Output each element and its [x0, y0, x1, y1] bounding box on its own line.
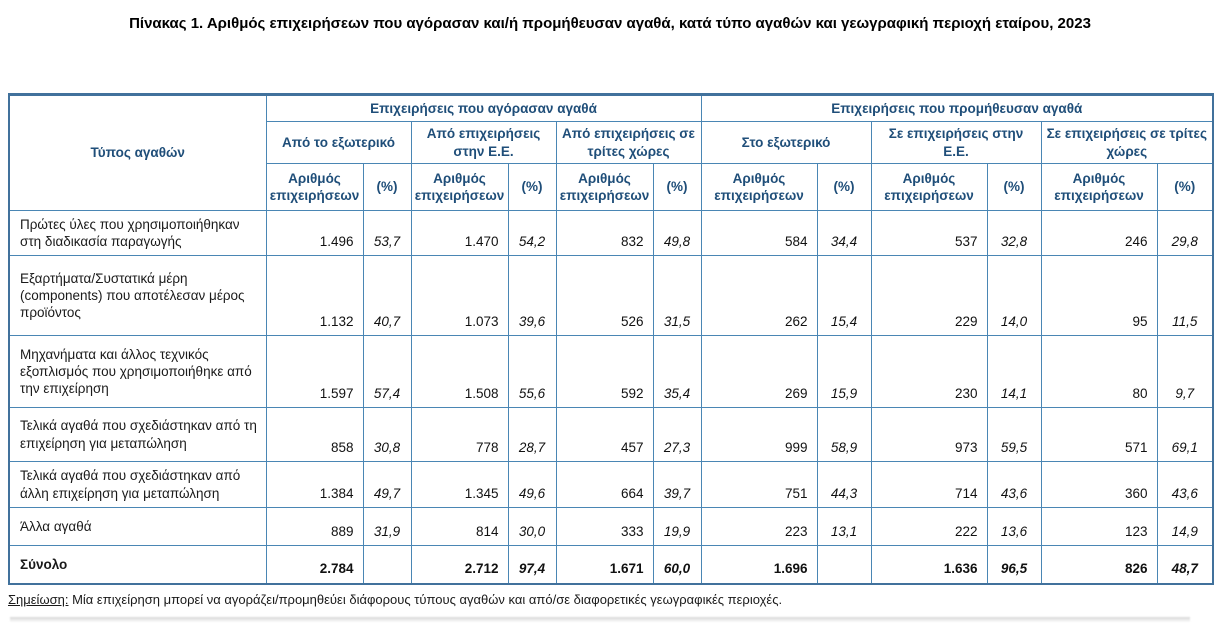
count-cell: 2.784 [266, 546, 363, 584]
count-cell: 832 [556, 211, 653, 256]
count-cell: 1.496 [266, 211, 363, 256]
count-header: Αριθμός επιχειρήσεων [1041, 164, 1157, 211]
pct-cell: 19,9 [653, 508, 701, 546]
pct-cell: 44,3 [817, 462, 871, 508]
count-cell: 230 [871, 336, 987, 408]
count-cell: 223 [701, 508, 817, 546]
pct-cell: 48,7 [1157, 546, 1213, 584]
count-cell: 778 [411, 408, 508, 462]
header-group-row [9, 95, 1213, 122]
group-header-supplied: Επιχειρήσεις που προμήθευσαν αγαθά [701, 95, 1213, 122]
region-header-abroad-buy: Από το εξωτερικό [266, 122, 411, 164]
pct-cell: 31,9 [363, 508, 411, 546]
region-header-thirdcountries-buy: Από επιχειρήσεις σε τρίτες χώρες [556, 122, 701, 164]
count-header: Αριθμός επιχειρήσεων [266, 164, 363, 211]
count-header: Αριθμός επιχειρήσεων [701, 164, 817, 211]
pct-cell: 49,7 [363, 462, 411, 508]
pct-cell: 13,1 [817, 508, 871, 546]
count-header: Αριθμός επιχειρήσεων [871, 164, 987, 211]
count-cell: 1.508 [411, 336, 508, 408]
table-row [9, 508, 1213, 546]
count-cell: 1.597 [266, 336, 363, 408]
table-row [9, 211, 1213, 256]
pct-header: (%) [1157, 164, 1213, 211]
pct-header: (%) [363, 164, 411, 211]
pct-cell: 39,6 [508, 256, 556, 336]
count-cell: 457 [556, 408, 653, 462]
pct-cell: 55,6 [508, 336, 556, 408]
row-label: Μηχανήματα και άλλος τεχνικός εξοπλισμός που χρησιμοποιήθηκε από την επιχείρηση [9, 336, 266, 408]
count-cell: 1.696 [701, 546, 817, 584]
count-cell: 664 [556, 462, 653, 508]
count-cell: 123 [1041, 508, 1157, 546]
count-cell: 80 [1041, 336, 1157, 408]
group-header-purchased: Επιχειρήσεις που αγόρασαν αγαθά [266, 95, 701, 122]
pct-cell: 13,6 [987, 508, 1041, 546]
row-label: Πρώτες ύλες που χρησιμοποιήθηκαν στη διαδικασία παραγωγής [9, 211, 266, 256]
total-row-label: Σύνολο [9, 546, 266, 584]
pct-cell: 60,0 [653, 546, 701, 584]
footnote-text: Μία επιχείρηση μπορεί να αγοράζει/προμηθεύει διάφορους τύπους αγαθών και από/σε διαφορετικές γεωγραφικές περιοχές. [68, 592, 783, 607]
pct-cell: 43,6 [987, 462, 1041, 508]
cutoff-text-remnant [10, 617, 1190, 622]
region-header-eu-buy: Από επιχειρήσεις στην Ε.Ε. [411, 122, 556, 164]
count-cell: 592 [556, 336, 653, 408]
pct-header: (%) [653, 164, 701, 211]
footnote [8, 592, 782, 607]
pct-cell: 31,5 [653, 256, 701, 336]
pct-cell: 40,7 [363, 256, 411, 336]
count-cell: 333 [556, 508, 653, 546]
count-cell: 360 [1041, 462, 1157, 508]
count-cell: 584 [701, 211, 817, 256]
count-cell: 269 [701, 336, 817, 408]
count-cell: 858 [266, 408, 363, 462]
row-label: Εξαρτήματα/Συστατικά μέρη (components) που αποτέλεσαν μέρος προϊόντος [9, 256, 266, 336]
footnote-label: Σημείωση: [8, 592, 69, 607]
count-cell: 537 [871, 211, 987, 256]
pct-header: (%) [817, 164, 871, 211]
total-row [9, 546, 1213, 584]
table-row [9, 408, 1213, 462]
pct-cell: 49,6 [508, 462, 556, 508]
count-cell: 714 [871, 462, 987, 508]
pct-cell [817, 546, 871, 584]
goods-by-region-table [8, 93, 1214, 585]
pct-cell: 14,1 [987, 336, 1041, 408]
pct-cell: 9,7 [1157, 336, 1213, 408]
count-cell: 1.132 [266, 256, 363, 336]
pct-cell: 35,4 [653, 336, 701, 408]
pct-cell: 57,4 [363, 336, 411, 408]
pct-cell: 49,8 [653, 211, 701, 256]
count-cell: 973 [871, 408, 987, 462]
count-cell: 526 [556, 256, 653, 336]
region-header-thirdcountries-supply: Σε επιχειρήσεις σε τρίτες χώρες [1041, 122, 1213, 164]
pct-cell: 29,8 [1157, 211, 1213, 256]
count-cell: 571 [1041, 408, 1157, 462]
pct-cell: 27,3 [653, 408, 701, 462]
pct-cell: 28,7 [508, 408, 556, 462]
pct-cell: 39,7 [653, 462, 701, 508]
count-cell: 751 [701, 462, 817, 508]
region-header-eu-supply: Σε επιχειρήσεις στην Ε.Ε. [871, 122, 1041, 164]
pct-cell: 14,9 [1157, 508, 1213, 546]
count-header: Αριθμός επιχειρήσεων [411, 164, 508, 211]
region-header-abroad-supply: Στο εξωτερικό [701, 122, 871, 164]
pct-cell: 32,8 [987, 211, 1041, 256]
table-row [9, 336, 1213, 408]
count-cell: 95 [1041, 256, 1157, 336]
pct-cell: 97,4 [508, 546, 556, 584]
count-cell: 826 [1041, 546, 1157, 584]
count-cell: 1.384 [266, 462, 363, 508]
table-row [9, 256, 1213, 336]
row-label: Τελικά αγαθά που σχεδιάστηκαν από άλλη επιχείρηση για μεταπώληση [9, 462, 266, 508]
count-cell: 814 [411, 508, 508, 546]
count-cell: 222 [871, 508, 987, 546]
pct-cell: 43,6 [1157, 462, 1213, 508]
count-cell: 999 [701, 408, 817, 462]
pct-cell: 58,9 [817, 408, 871, 462]
count-header: Αριθμός επιχειρήσεων [556, 164, 653, 211]
table-row [9, 462, 1213, 508]
pct-cell: 15,9 [817, 336, 871, 408]
count-cell: 2.712 [411, 546, 508, 584]
count-cell: 1.073 [411, 256, 508, 336]
pct-cell: 59,5 [987, 408, 1041, 462]
pct-cell: 54,2 [508, 211, 556, 256]
pct-cell [363, 546, 411, 584]
pct-header: (%) [987, 164, 1041, 211]
count-cell: 1.345 [411, 462, 508, 508]
count-cell: 246 [1041, 211, 1157, 256]
count-cell: 1.636 [871, 546, 987, 584]
pct-cell: 96,5 [987, 546, 1041, 584]
count-cell: 262 [701, 256, 817, 336]
pct-cell: 53,7 [363, 211, 411, 256]
count-cell: 889 [266, 508, 363, 546]
pct-cell: 15,4 [817, 256, 871, 336]
pct-cell: 14,0 [987, 256, 1041, 336]
count-cell: 229 [871, 256, 987, 336]
page-title: Πίνακας 1. Αριθμός επιχειρήσεων που αγόρασαν και/ή προμήθευσαν αγαθά, κατά τύπο αγαθών και γεωγραφική περιοχή εταίρου, 2023 [129, 15, 1091, 32]
count-cell: 1.470 [411, 211, 508, 256]
pct-header: (%) [508, 164, 556, 211]
row-label: Άλλα αγαθά [9, 508, 266, 546]
pct-cell: 11,5 [1157, 256, 1213, 336]
pct-cell: 30,0 [508, 508, 556, 546]
count-cell: 1.671 [556, 546, 653, 584]
pct-cell: 69,1 [1157, 408, 1213, 462]
pct-cell: 34,4 [817, 211, 871, 256]
row-label: Τελικά αγαθά που σχεδιάστηκαν από τη επιχείρηση για μεταπώληση [9, 408, 266, 462]
col-header-goods-type: Τύπος αγαθών [9, 95, 266, 211]
pct-cell: 30,8 [363, 408, 411, 462]
